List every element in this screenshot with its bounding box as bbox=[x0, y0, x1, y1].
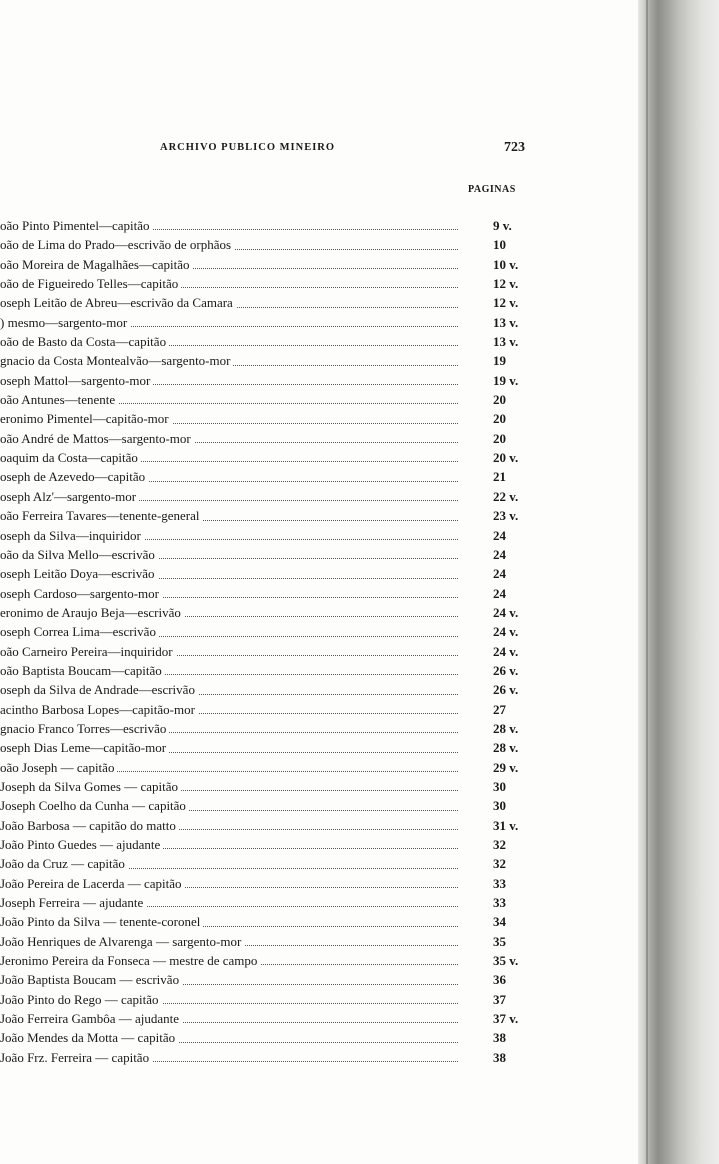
index-entry bbox=[0, 506, 560, 525]
entry-page-ref: 24 bbox=[493, 585, 506, 601]
index-entry bbox=[0, 487, 560, 506]
index-entry bbox=[0, 680, 560, 699]
entry-name: oão da Silva Mello—escrivão bbox=[0, 547, 158, 562]
book-gutter-shadow bbox=[638, 0, 719, 1164]
entry-leader-line bbox=[0, 777, 470, 796]
entry-page-ref: 9 v. bbox=[493, 218, 512, 233]
entry-leader-line bbox=[0, 506, 470, 525]
entry-name: oão Moreira de Magalhães—capitão bbox=[0, 257, 193, 272]
entry-page-ref: 35 bbox=[493, 933, 506, 949]
entry-page-ref: 24 bbox=[493, 566, 506, 582]
entry-name: oão Carneiro Pereira—inquiridor bbox=[0, 644, 176, 659]
entry-leader-line bbox=[0, 448, 470, 467]
entry-name: João Ferreira Gambôa — ajudante bbox=[0, 1011, 182, 1026]
entry-page-ref: 10 v. bbox=[493, 256, 519, 272]
entry-name: oseph da Silva de Andrade—escrivão bbox=[0, 682, 198, 697]
index-entry bbox=[0, 874, 560, 893]
index-entry bbox=[0, 1028, 560, 1047]
entry-page-ref: 28 v. bbox=[493, 740, 519, 756]
index-entry bbox=[0, 642, 560, 661]
index-entry bbox=[0, 371, 560, 390]
pages-column-header: PAGINAS bbox=[468, 184, 516, 195]
entry-leader-line bbox=[0, 332, 470, 351]
index-entry bbox=[0, 409, 560, 428]
entry-name: Joseph Coelho da Cunha — capitão bbox=[0, 798, 189, 813]
index-entry bbox=[0, 854, 560, 873]
entry-leader-line bbox=[0, 835, 470, 854]
index-entry bbox=[0, 603, 560, 622]
index-entry bbox=[0, 448, 560, 467]
entry-leader-line bbox=[0, 758, 470, 777]
page-number: 723 bbox=[504, 140, 525, 155]
entry-name: oseph Dias Leme—capitão-mor bbox=[0, 740, 169, 755]
entry-name: oseph de Azevedo—capitão bbox=[0, 469, 148, 484]
entry-name: oseph Leitão Doya—escrivão bbox=[0, 566, 158, 581]
entry-name: oão de Figueiredo Telles—capitão bbox=[0, 276, 181, 291]
entry-leader-line bbox=[0, 293, 470, 312]
entry-leader-line bbox=[0, 893, 470, 912]
entry-name: oão Joseph — capitão bbox=[0, 760, 117, 775]
entry-name: ) mesmo—sargento-mor bbox=[0, 315, 130, 330]
entry-page-ref: 35 v. bbox=[493, 953, 519, 969]
entry-name: oseph Mattol—sargento-mor bbox=[0, 373, 153, 388]
index-entry bbox=[0, 835, 560, 854]
index-entry bbox=[0, 235, 560, 254]
entry-leader-line bbox=[0, 816, 470, 835]
entry-leader-line bbox=[0, 622, 470, 641]
index-entry bbox=[0, 796, 560, 815]
entry-page-ref: 27 bbox=[493, 701, 506, 717]
entry-page-ref: 21 bbox=[493, 469, 506, 485]
entry-name: oaquim da Costa—capitão bbox=[0, 450, 141, 465]
entry-page-ref: 12 v. bbox=[493, 295, 519, 311]
entry-leader-line bbox=[0, 661, 470, 680]
entry-name: oão Antunes—tenente bbox=[0, 392, 118, 407]
entry-page-ref: 19 v. bbox=[493, 372, 519, 388]
entry-name: eronimo Pimentel—capitão-mor bbox=[0, 411, 172, 426]
index-entry bbox=[0, 951, 560, 970]
index-entry bbox=[0, 777, 560, 796]
entry-page-ref: 31 v. bbox=[493, 817, 519, 833]
index-entry bbox=[0, 758, 560, 777]
entry-page-ref: 20 bbox=[493, 411, 506, 427]
entry-leader-line bbox=[0, 932, 470, 951]
entry-page-ref: 12 v. bbox=[493, 276, 519, 292]
entry-name: João Frz. Ferreira — capitão bbox=[0, 1050, 152, 1065]
entry-name: João Pereira de Lacerda — capitão bbox=[0, 876, 185, 891]
entry-leader-line bbox=[0, 371, 470, 390]
entry-page-ref: 13 v. bbox=[493, 334, 519, 350]
entry-leader-line bbox=[0, 564, 470, 583]
entry-name: Jeronimo Pereira da Fonseca — mestre de campo bbox=[0, 953, 260, 968]
entry-leader-line bbox=[0, 700, 470, 719]
book-spine-line bbox=[646, 0, 648, 1164]
index-entries bbox=[0, 216, 560, 1067]
entry-name: João Henriques de Alvarenga — sargento-mor bbox=[0, 934, 244, 949]
entry-page-ref: 38 bbox=[493, 1049, 506, 1065]
entry-name: oseph Correa Lima—escrivão bbox=[0, 624, 159, 639]
entry-page-ref: 33 bbox=[493, 895, 506, 911]
entry-leader-line bbox=[0, 487, 470, 506]
entry-leader-line bbox=[0, 351, 470, 370]
index-entry bbox=[0, 526, 560, 545]
entry-page-ref: 29 v. bbox=[493, 759, 519, 775]
index-entry bbox=[0, 1048, 560, 1067]
entry-page-ref: 37 v. bbox=[493, 1011, 519, 1027]
entry-name: oseph da Silva—inquiridor bbox=[0, 528, 144, 543]
entry-leader-line bbox=[0, 738, 470, 757]
entry-name: gnacio Franco Torres—escrivão bbox=[0, 721, 169, 736]
entry-page-ref: 30 bbox=[493, 778, 506, 794]
entry-leader-line bbox=[0, 467, 470, 486]
index-entry bbox=[0, 661, 560, 680]
entry-page-ref: 10 bbox=[493, 237, 506, 253]
entry-leader-line bbox=[0, 545, 470, 564]
entry-name: oseph Leitão de Abreu—escrivão da Camara bbox=[0, 295, 236, 310]
entry-name: gnacio da Costa Montealvão—sargento-mor bbox=[0, 353, 233, 368]
index-entry bbox=[0, 467, 560, 486]
entry-name: oão Pinto Pimentel—capitão bbox=[0, 218, 152, 233]
entry-leader-line bbox=[0, 796, 470, 815]
entry-leader-line bbox=[0, 584, 470, 603]
entry-page-ref: 20 v. bbox=[493, 450, 519, 466]
entry-name: João Mendes da Motta — capitão bbox=[0, 1030, 178, 1045]
entry-name: oseph Cardoso—sargento-mor bbox=[0, 586, 162, 601]
entry-name: João Baptista Boucam — escrivão bbox=[0, 972, 182, 987]
index-entry bbox=[0, 351, 560, 370]
entry-leader-line bbox=[0, 854, 470, 873]
entry-leader-line bbox=[0, 409, 470, 428]
entry-leader-line bbox=[0, 990, 470, 1009]
entry-leader-line bbox=[0, 912, 470, 931]
index-entry bbox=[0, 932, 560, 951]
entry-name: acintho Barbosa Lopes—capitão-mor bbox=[0, 702, 198, 717]
entry-leader-line bbox=[0, 274, 470, 293]
entry-leader-line bbox=[0, 603, 470, 622]
index-entry bbox=[0, 564, 560, 583]
entry-page-ref: 22 v. bbox=[493, 488, 519, 504]
entry-page-ref: 37 bbox=[493, 991, 506, 1007]
index-entry bbox=[0, 622, 560, 641]
entry-name: oseph Alz'—sargento-mor bbox=[0, 489, 139, 504]
entry-page-ref: 30 bbox=[493, 798, 506, 814]
index-entry bbox=[0, 274, 560, 293]
entry-leader-line bbox=[0, 1028, 470, 1047]
entry-leader-line bbox=[0, 874, 470, 893]
entry-page-ref: 38 bbox=[493, 1030, 506, 1046]
entry-page-ref: 24 v. bbox=[493, 643, 519, 659]
entry-page-ref: 32 bbox=[493, 856, 506, 872]
entry-page-ref: 32 bbox=[493, 837, 506, 852]
entry-leader-line bbox=[0, 1048, 470, 1067]
index-entry bbox=[0, 332, 560, 351]
entry-name: oão André de Mattos—sargento-mor bbox=[0, 431, 194, 446]
index-entry bbox=[0, 700, 560, 719]
entry-page-ref: 33 bbox=[493, 875, 506, 891]
index-entry bbox=[0, 545, 560, 564]
entry-name: oão Ferreira Tavares—tenente-general bbox=[0, 508, 203, 523]
entry-name: João Pinto da Silva — tenente-coronel bbox=[0, 914, 203, 929]
entry-page-ref: 20 bbox=[493, 392, 506, 408]
entry-leader-line bbox=[0, 680, 470, 699]
entry-leader-line bbox=[0, 526, 470, 545]
entry-name: eronimo de Araujo Beja—escrivão bbox=[0, 605, 184, 620]
index-entry bbox=[0, 719, 560, 738]
entry-name: Joseph Ferreira — ajudante bbox=[0, 895, 146, 910]
entry-name: João da Cruz — capitão bbox=[0, 856, 128, 871]
index-entry bbox=[0, 293, 560, 312]
entry-name: oão Baptista Boucam—capitão bbox=[0, 663, 165, 678]
entry-page-ref: 24 v. bbox=[493, 624, 519, 640]
entry-page-ref: 13 v. bbox=[493, 314, 519, 330]
index-entry bbox=[0, 893, 560, 912]
index-entry bbox=[0, 255, 560, 274]
index-entry bbox=[0, 429, 560, 448]
index-entry bbox=[0, 390, 560, 409]
entry-page-ref: 24 bbox=[493, 527, 506, 543]
entry-name: João Pinto Guedes — ajudante bbox=[0, 837, 163, 852]
entry-leader-line bbox=[0, 642, 470, 661]
index-entry bbox=[0, 970, 560, 989]
entry-page-ref: 34 bbox=[493, 914, 506, 930]
entry-page-ref: 26 v. bbox=[493, 662, 519, 678]
entry-leader-line bbox=[0, 390, 470, 409]
entry-leader-line bbox=[0, 235, 470, 254]
entry-name: João Pinto do Rego — capitão bbox=[0, 992, 162, 1007]
index-entry bbox=[0, 912, 560, 931]
entry-leader-line bbox=[0, 313, 470, 332]
entry-leader-line bbox=[0, 216, 470, 235]
entry-page-ref: 28 v. bbox=[493, 720, 519, 736]
entry-leader-line bbox=[0, 951, 470, 970]
entry-leader-line bbox=[0, 255, 470, 274]
entry-leader-line bbox=[0, 1009, 470, 1028]
entry-name: Joseph da Silva Gomes — capitão bbox=[0, 779, 181, 794]
index-entry bbox=[0, 816, 560, 835]
entry-name: oão de Basto da Costa—capitão bbox=[0, 334, 169, 349]
index-entry bbox=[0, 313, 560, 332]
entry-page-ref: 36 bbox=[493, 972, 506, 988]
entry-leader-line bbox=[0, 429, 470, 448]
entry-name: oão de Lima do Prado—escrivão de orphãos bbox=[0, 237, 234, 252]
entry-page-ref: 20 bbox=[493, 430, 506, 446]
running-title: ARCHIVO PUBLICO MINEIRO bbox=[160, 142, 336, 153]
index-entry bbox=[0, 738, 560, 757]
entry-page-ref: 26 v. bbox=[493, 682, 519, 698]
entry-leader-line bbox=[0, 719, 470, 738]
entry-leader-line bbox=[0, 970, 470, 989]
entry-page-ref: 19 bbox=[493, 353, 506, 369]
entry-page-ref: 24 bbox=[493, 546, 506, 562]
entry-name: João Barbosa — capitão do matto bbox=[0, 818, 179, 833]
running-head bbox=[0, 140, 540, 160]
index-entry bbox=[0, 990, 560, 1009]
index-entry bbox=[0, 216, 560, 235]
entry-page-ref: 24 v. bbox=[493, 604, 519, 620]
index-entry bbox=[0, 1009, 560, 1028]
entry-page-ref: 23 v. bbox=[493, 508, 519, 524]
index-entry bbox=[0, 584, 560, 603]
